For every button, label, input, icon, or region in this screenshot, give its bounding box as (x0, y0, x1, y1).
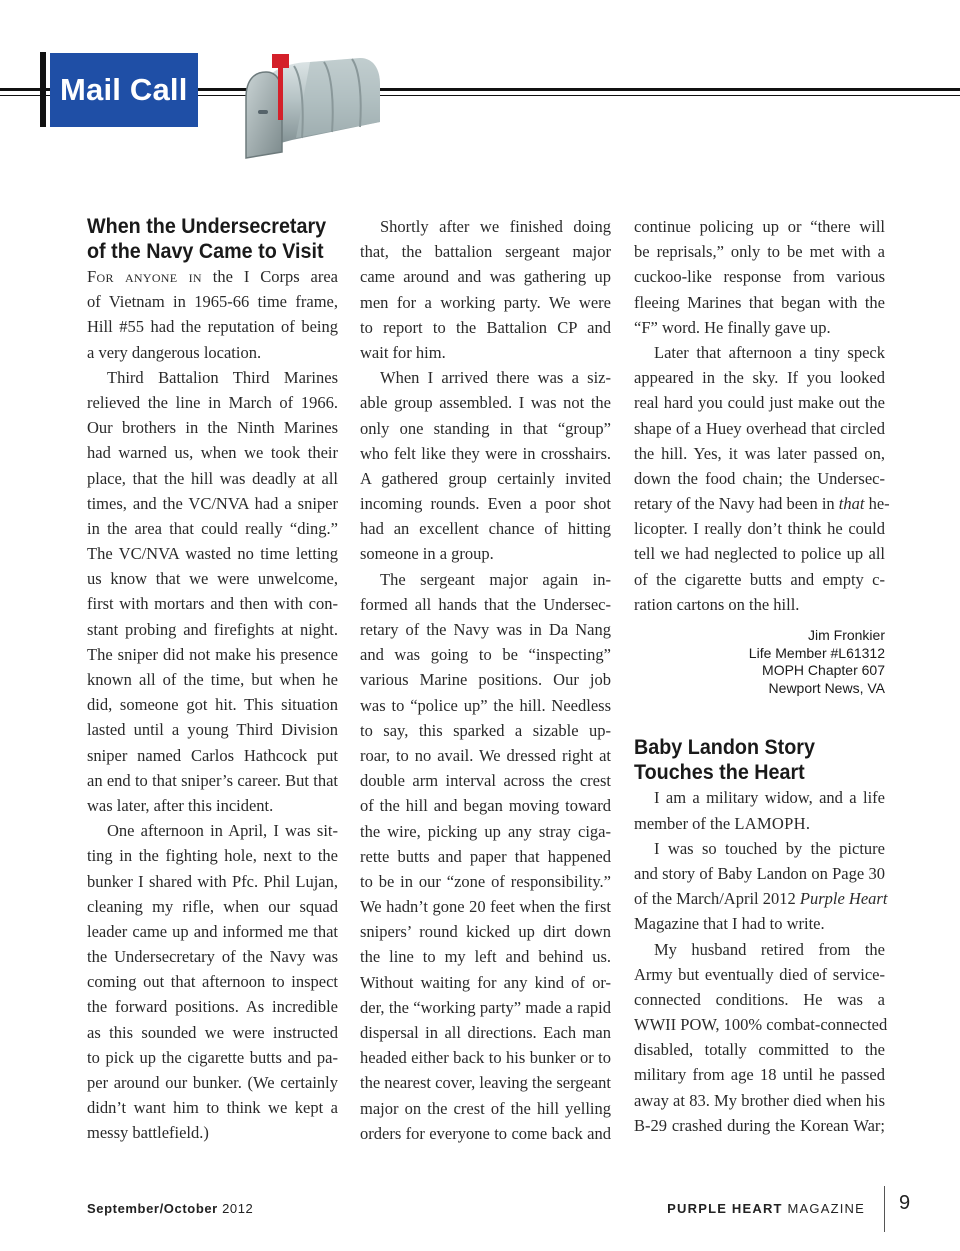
article-line: real hard you could just make out the (634, 393, 885, 413)
article-line: of the March/April 2012 Purple Heart (634, 889, 888, 909)
signature-location: Newport News, VA (768, 679, 885, 696)
article-line: Hill #55 had the reputation of being (87, 317, 338, 337)
article-line: double arm interval across the crest (360, 771, 611, 791)
magazine-title: Purple Heart (799, 889, 888, 909)
article-line: leader came up and informed me that (87, 921, 338, 941)
article-title-line: When the Undersecretary (87, 215, 327, 238)
article-line: was later, after this incident. (87, 795, 274, 815)
page-number: 9 (899, 1192, 911, 1214)
article-line: relieved the line in March of 1966. (87, 392, 338, 412)
article-line: A gathered group certainly invited (360, 468, 611, 488)
article-title (634, 735, 870, 785)
article-line: We hadn’t gone 20 feet when the first (360, 897, 611, 917)
article-title-line: Baby Landon Story (634, 736, 815, 760)
footer-issue-month: September/October (87, 1201, 218, 1216)
article-line: I was so touched by the picture (654, 838, 885, 858)
article-title-line: of the Navy Came to Visit (87, 240, 324, 263)
lead-in: For anyone in (87, 267, 202, 286)
footer-magazine-name: PURPLE HEART (667, 1201, 783, 1216)
article-line: Third Battalion Third Marines (107, 367, 338, 387)
article-line: the line to my left and behind us. (360, 947, 611, 967)
article-line: connected conditions. He was a (634, 989, 885, 1009)
article-line: came around and was gathering up (360, 267, 611, 287)
article-line: had warned us, when we took their (87, 443, 338, 463)
article-line: My husband retired from the (654, 939, 885, 959)
article-line: per around our bunker. (We certainly (87, 1073, 338, 1092)
article-line: Shortly after we finished doing (380, 217, 611, 236)
article-line: Magazine that I had to write. (634, 914, 825, 934)
article-line: der, the “working party” made a rapid (360, 997, 611, 1017)
article-line: someone in a group. (360, 544, 494, 564)
article-line: incoming rounds. Even a poor shot (360, 494, 611, 514)
article-line: us know that we were unwelcome, (87, 569, 338, 589)
article-line: One afternoon in April, I was sit- (107, 821, 338, 841)
signature-name: Jim Fronkier (807, 627, 885, 643)
article-line: to be in our “zone of responsibility.” (360, 871, 611, 891)
article-line: sniper named Carlos Hathcock put (87, 745, 338, 765)
article-line: the forward positions. As incredible (87, 997, 338, 1017)
article-line: wait for him. (360, 342, 446, 362)
article-line: men for a working party. We were (360, 292, 611, 312)
article-line: member of the LAMOPH. (634, 813, 810, 833)
article-line: formed all hands that the Undersec- (360, 594, 611, 614)
column-3 (634, 214, 890, 1138)
article-line: Later that afternoon a tiny speck (654, 342, 885, 362)
article-line: retary of the Navy had been in that he- (634, 494, 890, 514)
article-line: to say, this sparked a sizable up- (360, 720, 611, 740)
article-line: to pick up the cigarette butts and pa- (87, 1047, 338, 1067)
column-2 (360, 214, 611, 1146)
article-line: had an excellent chance of hitting (360, 519, 611, 539)
article-line: WWII POW, 100% combat-connected (634, 1015, 888, 1035)
signature-chapter: MOPH Chapter 607 (762, 662, 885, 679)
article-line: an end to that sniper’s career. But that (87, 770, 338, 790)
footer-issue (87, 1201, 253, 1216)
article-line: first with mortars and then with con- (87, 594, 338, 614)
article-line: various Marine positions. Our job (360, 670, 611, 690)
article-line: in the area that could really “ding.” (87, 518, 338, 538)
article-line: who felt like they were in crosshairs. (360, 443, 611, 463)
column-1 (87, 214, 338, 1146)
article-line: down the food chain; the Undersec- (634, 468, 885, 488)
article-line: orders for everyone to come back and (360, 1123, 611, 1143)
article-line: able group assembled. I was not the (360, 393, 611, 413)
article-line: did, someone got hit. This situation (87, 695, 338, 715)
article-line: shape of a Huey overhead that circled (634, 418, 885, 438)
article-line: tell we had neglected to police up all (634, 544, 885, 564)
org-name: LAMOPH (734, 813, 806, 833)
article-line: B-29 crashed during the Korean War; (634, 1115, 885, 1135)
article-line: place, that the hill was deadly at all (87, 468, 338, 488)
article-line: and story of Baby Landon on Page 30 (634, 863, 885, 883)
mailbox-icon (232, 48, 382, 160)
article-line: When I arrived there was a siz- (380, 368, 611, 388)
article-line: continue policing up or “there will (634, 217, 885, 236)
article-line: licopter. I really don’t think he could (634, 519, 885, 539)
article-line: of Vietnam in 1965-66 time frame, (87, 292, 338, 312)
article-line: The sniper did not make his presence (87, 644, 338, 664)
article-line: messy battlefield.) (87, 1123, 209, 1143)
article-line: and was going to be “inspecting” (360, 645, 611, 665)
article-line: rette butts and paper that happened (360, 846, 611, 866)
article-title (87, 214, 327, 264)
article-line: was to “police up” the hill. Needless (360, 695, 611, 715)
article-line: ting in the fighting hole, next to the (87, 846, 338, 866)
article-line: known all of the time, but when he (87, 670, 338, 689)
article-line: Army but eventually died of service- (634, 964, 885, 984)
article-line: of the cigarette butts and empty c- (634, 569, 885, 589)
footer-magazine-word: MAGAZINE (787, 1201, 865, 1216)
signature-membership: Life Member #L61312 (748, 644, 885, 661)
article-line: Our brothers in the Ninth Marines (87, 418, 338, 438)
article-line: lasted until a young Third Division (87, 720, 338, 740)
article-line: The VC/NVA wasted no time letting (87, 544, 338, 564)
footer-magazine (667, 1201, 865, 1216)
article-title-line: Touches the Heart (634, 761, 805, 785)
article-line: times, and the VC/NVA had a sniper (87, 493, 338, 513)
article-line: stant probing and firefights at night. (87, 619, 338, 639)
article-line: away at 83. My brother died when his (634, 1090, 885, 1110)
section-tab-edge (40, 52, 46, 127)
article-line: be reprisals,” only to be met with a (634, 242, 885, 262)
article-line: of the hill and began moving toward (360, 796, 611, 816)
author-signature (634, 627, 885, 697)
footer-divider (884, 1186, 885, 1232)
article-line: bunker I shared with Pfc. Phil Lujan, (87, 871, 338, 891)
article-line: I am a military widow, and a life (654, 788, 885, 808)
article-line: disabled, totally committed to the (634, 1040, 885, 1060)
article-line: the Undersecretary of the Navy was (87, 947, 338, 967)
article-line: coming out that afternoon to inspect (87, 972, 338, 992)
article-line: retary of the Navy was in Da Nang (360, 620, 611, 639)
article-line: roar, to no avail. We dressed right at (360, 745, 611, 765)
article-line: For anyone in the I Corps area (87, 267, 338, 286)
article-line: appeared in the sky. If you looked (634, 368, 885, 388)
article-gap (634, 697, 885, 735)
article-line: headed either back to his bunker or to (360, 1048, 611, 1068)
article-line: to report to the Battalion CP and (360, 317, 611, 337)
footer-issue-year: 2012 (222, 1201, 254, 1216)
article-line: only one standing in that “group” (360, 418, 611, 438)
article-line: major on the crest of the hill yelling (360, 1098, 611, 1118)
article-line: that, the battalion sergeant major (360, 242, 611, 262)
article-line: cuckoo-like response from various (634, 267, 885, 287)
article-line: the nearest cover, leaving the sergeant (360, 1073, 612, 1093)
article-line: The sergeant major again in- (380, 569, 611, 589)
article-line: cleaning my rifle, when our squad (87, 896, 338, 916)
article-line: military from age 18 until he passed (634, 1065, 885, 1085)
article-line: “F” word. He finally gave up. (634, 317, 831, 337)
article-line: as this sounded we were instructed (87, 1022, 338, 1042)
article-line: didn’t want him to think we kept a (87, 1098, 338, 1118)
article-line: Without waiting for any kind of or- (360, 972, 611, 992)
article-line: a very dangerous location. (87, 342, 262, 362)
article-line: snipers’ round kicked up dirt down (360, 922, 611, 942)
article-line: the wire, picking up any stray ciga- (360, 821, 611, 841)
article-line: dispersal in all directions. Each man (360, 1023, 611, 1042)
emphasis: that (838, 494, 865, 514)
article-line: fleeing Marines that began with the (634, 292, 885, 312)
section-label: Mail Call (50, 53, 198, 127)
article-line: ration cartons on the hill. (634, 594, 800, 614)
article-line: the hill. Yes, it was later passed on, (634, 443, 885, 463)
